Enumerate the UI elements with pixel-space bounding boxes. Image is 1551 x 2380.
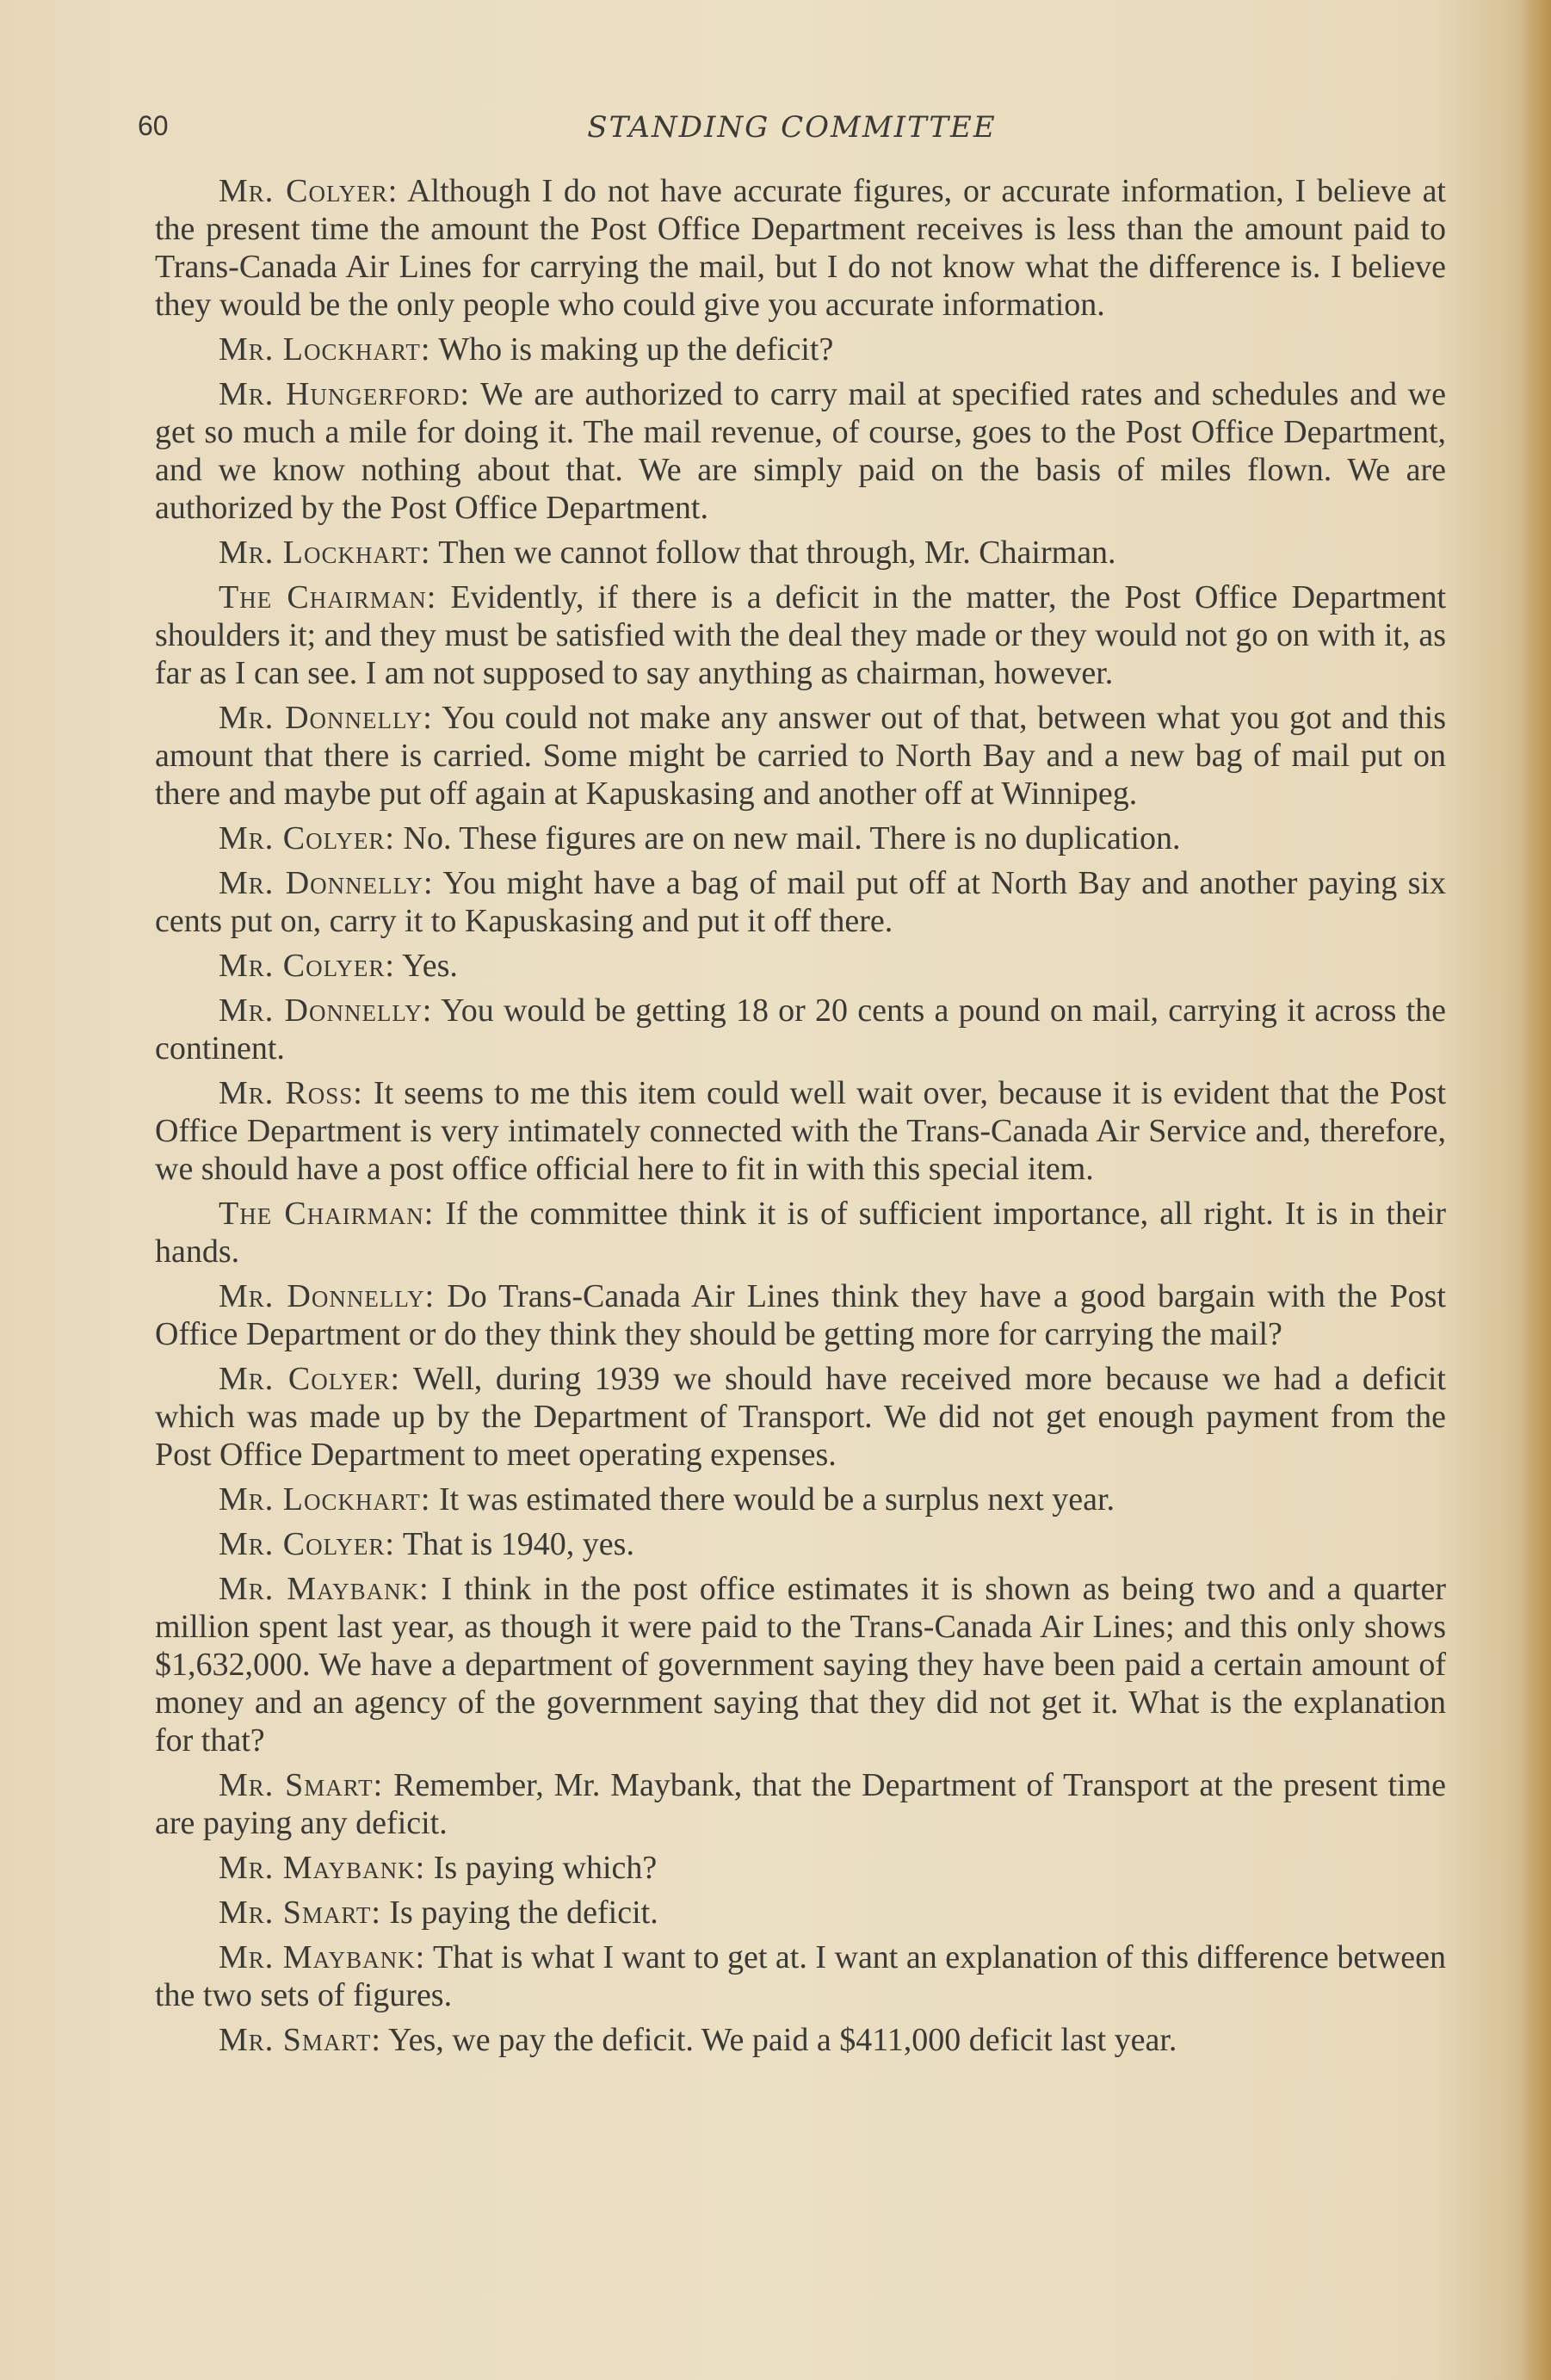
paragraph bbox=[155, 1525, 1446, 1563]
speaker-name: Mr. Maybank: bbox=[219, 1850, 426, 1886]
speech-text: You would be getting 18 or 20 cents a pound on mail, carrying it across the continent. bbox=[155, 992, 1446, 1066]
speech-text: Then we cannot follow that through, Mr. Chairman. bbox=[438, 535, 1116, 571]
page-header bbox=[138, 110, 1446, 153]
speaker-name: The Chairman: bbox=[219, 579, 437, 615]
speech-text: It was estimated there would be a surplus next year. bbox=[438, 1481, 1115, 1518]
speaker-name: Mr. Smart: bbox=[219, 2022, 381, 2058]
paragraph bbox=[155, 2021, 1446, 2059]
transcript-body bbox=[155, 172, 1446, 2066]
speech-text: Although I do not have accurate figures, or accurate information, I believe at the present time the amount the Post Office Department receives is less than the amount paid to Trans-Canada Air Lines for carrying the mail, but I do not know what the difference is. I believe they would be the only people who could give you accurate information. bbox=[155, 173, 1446, 323]
speaker-name: Mr. Smart: bbox=[219, 1895, 381, 1931]
speech-text: No. These figures are on new mail. There is no duplication. bbox=[403, 820, 1181, 856]
speech-text: You might have a bag of mail put off at North Bay and another paying six cents put on, carry it to Kapuskasing and put it off there. bbox=[155, 865, 1446, 939]
speech-text: I think in the post office estimates it is shown as being two and a quarter million spent last year, as though it were paid to the Trans-Canada Air Lines; and this only shows $1,632,000. We have a department of government saying they have been paid a certain amount of money and an agency of the government saying that they did not get it. What is the explanation for that? bbox=[155, 1571, 1447, 1759]
speech-text: Is paying the deficit. bbox=[389, 1895, 658, 1931]
paragraph bbox=[155, 819, 1446, 857]
page-edge bbox=[1522, 0, 1551, 2380]
paragraph bbox=[155, 331, 1446, 368]
speech-text: Do Trans-Canada Air Lines think they have a good bargain with the Post Office Department or do they think they should be getting more for carrying the mail? bbox=[155, 1278, 1446, 1352]
speech-text: We are authorized to carry mail at specified rates and schedules and we get so much a mile for doing it. The mail revenue, of course, goes to the Post Office Department, and we know nothing about that. We are simply paid on the basis of miles flown. We are authorized by the Post Office Department. bbox=[155, 376, 1446, 526]
paragraph bbox=[155, 1074, 1446, 1188]
speech-text: Evidently, if there is a deficit in the matter, the Post Office Department shoulders it; and they must be satisfied with the deal they made or they would not go on with it, as far as I can see. I am not supposed to say anything as chairman, however. bbox=[155, 579, 1447, 691]
speaker-name: Mr. Smart: bbox=[219, 1767, 384, 1803]
speech-text: It seems to me this item could well wait over, because it is evident that the Post Office Department is very intimately connected with the Trans-Canada Air Service and, therefore, we should have a post office official here to fit in with this special item. bbox=[155, 1075, 1447, 1187]
speech-text: That is 1940, yes. bbox=[402, 1526, 634, 1562]
running-head: STANDING COMMITTEE bbox=[587, 110, 997, 145]
paragraph bbox=[155, 992, 1446, 1067]
paragraph bbox=[155, 699, 1446, 813]
paragraph bbox=[155, 1938, 1446, 2014]
speaker-name: Mr. Lockhart: bbox=[219, 535, 431, 571]
speech-text: That is what I want to get at. I want an explanation of this difference between the two sets of figures. bbox=[155, 1939, 1446, 2013]
speaker-name: Mr. Colyer: bbox=[219, 948, 395, 984]
speech-text: You could not make any answer out of that, between what you got and this amount that there is carried. Some might be carried to North Bay and a new bag of mail put on there and maybe put off again at Kapuskasing and another off at Winnipeg. bbox=[155, 700, 1446, 812]
paragraph bbox=[155, 1360, 1446, 1474]
speaker-name: Mr. Maybank: bbox=[219, 1939, 426, 1975]
paragraph bbox=[155, 1481, 1446, 1518]
paragraph bbox=[155, 1894, 1446, 1932]
paragraph bbox=[155, 534, 1446, 572]
paragraph bbox=[155, 864, 1446, 940]
speaker-name: Mr. Colyer: bbox=[219, 1526, 395, 1562]
speaker-name: Mr. Colyer: bbox=[219, 820, 395, 856]
page-number: 60 bbox=[138, 110, 169, 141]
paragraph bbox=[155, 1570, 1446, 1759]
paragraph bbox=[155, 1849, 1446, 1887]
speaker-name: Mr. Donnelly: bbox=[219, 992, 433, 1029]
speaker-name: Mr. Colyer: bbox=[219, 1361, 401, 1397]
paragraph bbox=[155, 1195, 1446, 1270]
paragraph bbox=[155, 375, 1446, 527]
speaker-name: Mr. Colyer: bbox=[219, 173, 399, 209]
paragraph bbox=[155, 1766, 1446, 1842]
speech-text: Yes. bbox=[402, 948, 458, 984]
speaker-name: Mr. Donnelly: bbox=[219, 1278, 436, 1314]
speaker-name: Mr. Lockhart: bbox=[219, 331, 431, 368]
speech-text: Yes, we pay the deficit. We paid a $411,000 deficit last year. bbox=[387, 2022, 1177, 2058]
speaker-name: Mr. Hungerford: bbox=[219, 376, 471, 412]
speaker-name: Mr. Lockhart: bbox=[219, 1481, 431, 1518]
speech-text: Remember, Mr. Maybank, that the Department of Transport at the present time are paying any deficit. bbox=[155, 1767, 1447, 1841]
speech-text: Is paying which? bbox=[433, 1850, 658, 1886]
speaker-name: Mr. Maybank: bbox=[219, 1571, 429, 1607]
speech-text: Who is making up the deficit? bbox=[438, 331, 834, 368]
paragraph bbox=[155, 578, 1446, 692]
speech-text: If the committee think it is of sufficient importance, all right. It is in their hands. bbox=[155, 1196, 1447, 1270]
paragraph bbox=[155, 172, 1446, 324]
paragraph bbox=[155, 947, 1446, 985]
speaker-name: Mr. Ross: bbox=[219, 1075, 363, 1111]
speaker-name: Mr. Donnelly: bbox=[219, 700, 433, 736]
paragraph bbox=[155, 1277, 1446, 1353]
speech-text: Well, during 1939 we should have received more because we had a deficit which was made up by the Department of Transport. We did not get enough payment from the Post Office Department to meet operating expenses. bbox=[155, 1361, 1446, 1473]
speaker-name: The Chairman: bbox=[219, 1196, 435, 1232]
speaker-name: Mr. Donnelly: bbox=[219, 865, 434, 901]
